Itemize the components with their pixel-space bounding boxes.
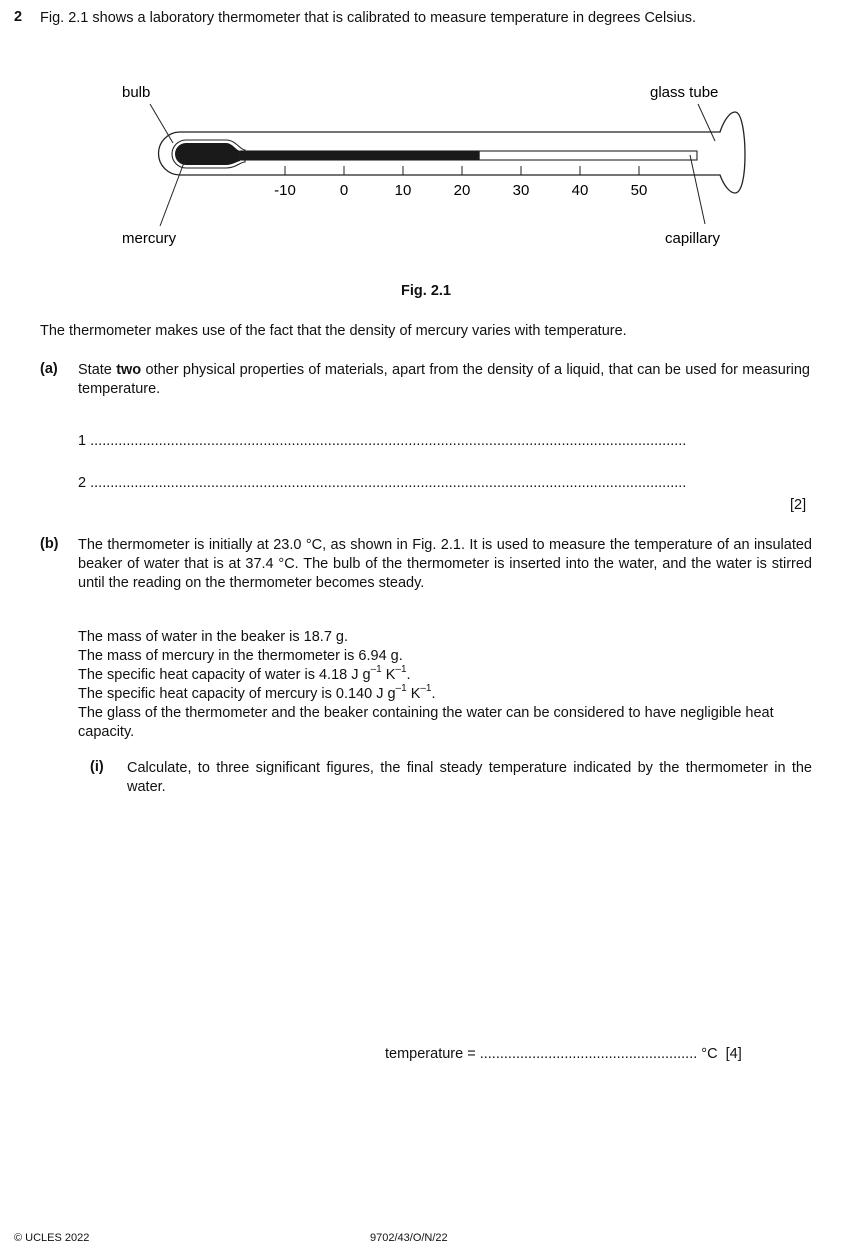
leader-mercury — [160, 160, 185, 226]
scale-tick-label: 0 — [339, 182, 349, 199]
question-number: 2 — [14, 9, 23, 25]
data-mercury-mass: The mass of mercury in the thermometer is 6.94 g. — [78, 648, 403, 664]
thermometer-diagram — [0, 70, 852, 260]
part-a-label: (a) — [40, 361, 58, 377]
footer-code: 9702/43/O/N/22 — [370, 1232, 448, 1244]
leader-glass-tube — [698, 104, 715, 141]
statement: The thermometer makes use of the fact that the density of mercury varies with temperature. — [40, 323, 627, 339]
data-c-water: The specific heat capacity of water is 4.18 J $g^{-1}$ $K^{-1}$. — [78, 664, 411, 683]
figure-caption: Fig. 2.1 — [401, 283, 451, 299]
footer-copyright: © UCLES 2022 — [14, 1232, 90, 1244]
label-glass-tube: glass tube — [650, 84, 719, 101]
label-bulb: bulb — [122, 84, 151, 101]
part-b-text: The thermometer is initially at 23.0 °C, as shown in Fig. 2.1. It is used to measure the temperature of an insulated beaker of water that is at 37.4 °C. The bulb of the thermometer is inserted into the water, and the water is stirred until the reading on the thermometer becomes steady. — [78, 537, 812, 591]
part-b-data — [78, 628, 818, 742]
scale-ticks — [274, 166, 647, 199]
question-intro: Fig. 2.1 shows a laboratory thermometer that is calibrated to measure temperature in degrees Celsius. — [40, 10, 697, 26]
scale-tick-label: -10 — [274, 182, 296, 199]
label-capillary: capillary — [665, 230, 721, 247]
data-negligible: The glass of the thermometer and the beaker containing the water can be considered to have negligible heat capacity. — [78, 705, 774, 740]
scale-tick-label: 20 — [453, 182, 471, 199]
leader-bulb — [150, 104, 173, 143]
data-water-mass: The mass of water in the beaker is 18.7 g. — [78, 629, 348, 645]
part-b-i-label: (i) — [90, 759, 104, 775]
scale-tick-label: 30 — [512, 182, 530, 199]
answer-line-temperature[interactable]: temperature = ...................................................... °C [4] — [385, 1046, 742, 1062]
part-b-label: (b) — [40, 536, 59, 552]
answer-line-1[interactable]: 1 .................................................................................................................................................... — [78, 433, 687, 449]
label-mercury: mercury — [122, 230, 177, 247]
scale-tick-label: 10 — [394, 182, 412, 199]
scale-tick-label: 40 — [571, 182, 589, 199]
data-c-mercury: The specific heat capacity of mercury is 0.140 J $g^{-1}$ $K^{-1}$. — [78, 683, 436, 702]
answer-line-2[interactable]: 2 .................................................................................................................................................... — [78, 475, 687, 491]
mercury-column — [240, 151, 480, 160]
part-a-marks: [2] — [790, 497, 807, 513]
scale-tick-label: 50 — [630, 182, 648, 199]
leader-capillary — [690, 155, 705, 224]
part-b-i-text: Calculate, to three significant figures, the final steady temperature indicated by the thermometer in the water. — [127, 760, 812, 795]
part-a-text: State two other physical properties of materials, apart from the density of a liquid, that can be used for measuring temperature. — [78, 362, 810, 397]
